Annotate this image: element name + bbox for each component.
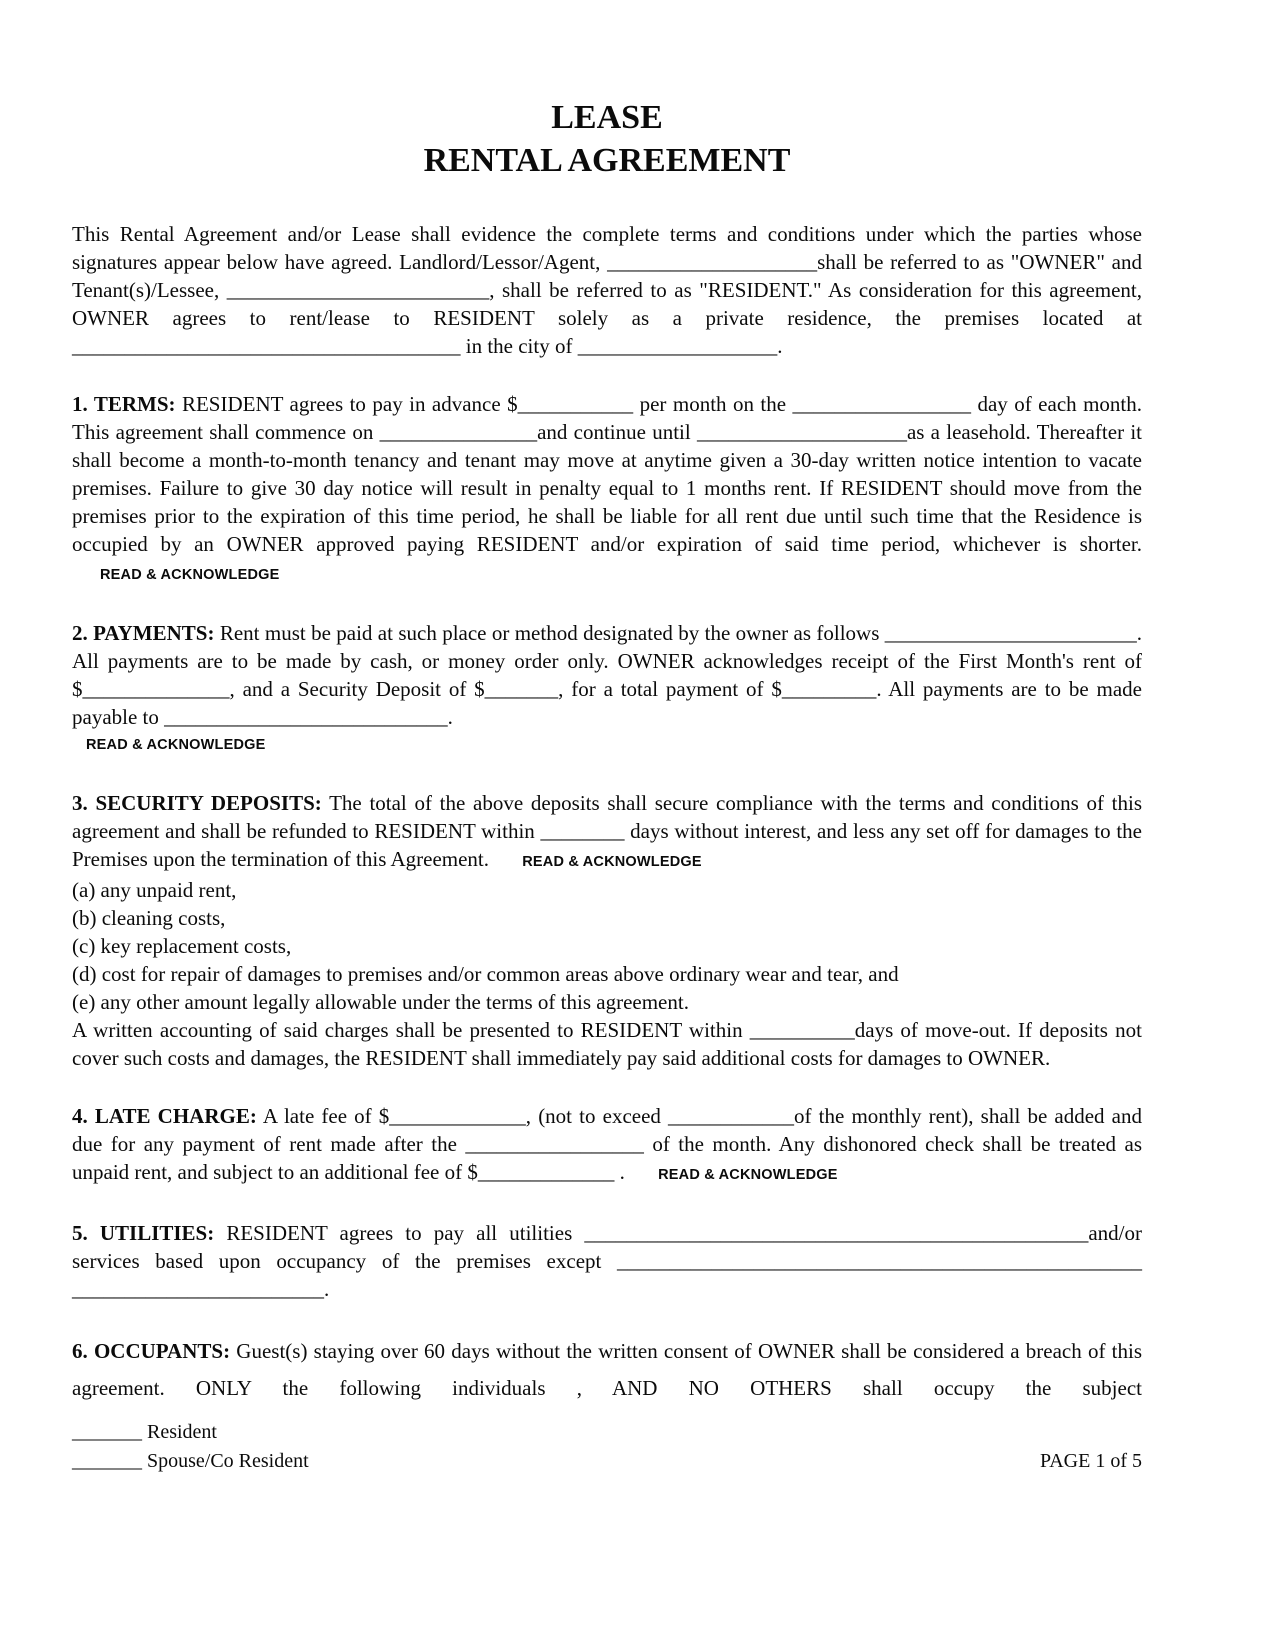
section-payments-heading: 2. PAYMENTS: bbox=[72, 621, 215, 645]
section-late-charge-heading: 4. LATE CHARGE: bbox=[72, 1104, 257, 1128]
late-charge-read-acknowledge-label: READ & ACKNOWLEDGE bbox=[658, 1167, 838, 1183]
title-line-2: RENTAL AGREEMENT bbox=[423, 142, 791, 179]
section-terms bbox=[72, 390, 1142, 589]
document-title bbox=[72, 96, 1142, 182]
section-security-deposits bbox=[72, 789, 1142, 1072]
page-number: PAGE 1 of 5 bbox=[1039, 1450, 1142, 1472]
security-deposits-read-acknowledge-label: READ & ACKNOWLEDGE bbox=[522, 854, 702, 870]
payments-read-acknowledge-label: READ & ACKNOWLEDGE bbox=[86, 737, 266, 753]
section-terms-body: RESIDENT agrees to pay in advance $___________ per month on the _________________ day of each month. This agreement shall commence on _______________and continue until ____________________as a leasehold. Thereafter it shall become a month-to-month tenancy and tenant may move at anytime given a 30-day written notice intention to vacate premises. Failure to give 30 day notice will result in penalty equal to 1 months rent. If RESIDENT should move from the premises prior to the expiration of this time period, he shall be liable for all rent due until such time that the Residence is occupied by an OWNER approved paying RESIDENT and/or expiration of said time period, whichever is shorter. bbox=[72, 392, 1143, 556]
security-deposits-paragraph bbox=[72, 789, 1142, 876]
deduction-item-c: (c) key replacement costs, bbox=[72, 934, 292, 958]
section-late-charge-body: A late fee of $_____________, (not to exceed ____________of the monthly rent), shall be added and due for any payment of rent made after the _________________ of the month. Any dishonored check shall be treated as unpaid rent, and subject to an additional fee of $_____________ . bbox=[72, 1104, 1142, 1184]
title-line-1: LEASE bbox=[551, 99, 663, 136]
resident-signature-label: Resident bbox=[147, 1421, 217, 1443]
section-utilities bbox=[72, 1219, 1142, 1303]
deduction-item-a: (a) any unpaid rent, bbox=[72, 878, 237, 902]
intro-paragraph: This Rental Agreement and/or Lease shall evidence the complete terms and conditions under which the parties whose signatures appear below have agreed. Landlord/Lessor/Agent, ____________________shall be referred to as "OWNER" and Tenant(s)/Lessee, _________________________, shall be referred to as "RESIDENT." As consideration for this agreement, OWNER agrees to rent/lease to RESIDENT solely as a private residence, the premises located at _____________________________________ in the city of ___________________. bbox=[72, 222, 1142, 358]
security-deposits-continuation: A written accounting of said charges shall be presented to RESIDENT within __________days of move-out. If deposits not cover such costs and damages, the RESIDENT shall immediately pay said additional costs for damages to OWNER. bbox=[72, 1018, 1142, 1070]
section-occupants bbox=[72, 1333, 1142, 1407]
section-occupants-heading: 6. OCCUPANTS: bbox=[72, 1339, 231, 1363]
deduction-item-d: (d) cost for repair of damages to premises and/or common areas above ordinary wear and tear, and bbox=[72, 962, 899, 986]
section-late-charge bbox=[72, 1102, 1142, 1189]
resident-signature-blank: _______ bbox=[72, 1421, 142, 1443]
section-utilities-body: RESIDENT agrees to pay all utilities ________________________________________________and/or services based upon occupancy of the premises except __________________________________________________ bbox=[72, 1221, 1142, 1273]
utilities-blank-line: ________________________. bbox=[72, 1277, 330, 1301]
deduction-list bbox=[72, 876, 1142, 1016]
utilities-paragraph bbox=[72, 1219, 1142, 1275]
section-payments-body: Rent must be paid at such place or method designated by the owner as follows ________________________. All payments are to be made by cash, or money order only. OWNER acknowledges receipt of the First Month's rent of $______________, and a Security Deposit of $_______, for a total payment of $_________. All payments are to be made payable to ___________________________. bbox=[72, 621, 1142, 729]
spouse-signature-label: Spouse/Co Resident bbox=[147, 1450, 309, 1472]
terms-read-acknowledge-label: READ & ACKNOWLEDGE bbox=[100, 567, 280, 583]
section-terms-heading: 1. TERMS: bbox=[72, 392, 176, 416]
signature-block bbox=[72, 1418, 309, 1476]
section-security-deposits-heading: 3. SECURITY DEPOSITS: bbox=[72, 791, 322, 815]
deduction-item-b: (b) cleaning costs, bbox=[72, 906, 226, 930]
section-payments bbox=[72, 619, 1142, 759]
spouse-signature-blank: _______ bbox=[72, 1450, 142, 1472]
deduction-item-e: (e) any other amount legally allowable under the terms of this agreement. bbox=[72, 990, 689, 1014]
section-occupants-body: Guest(s) staying over 60 days without the written consent of OWNER shall be considered a breach of this agreement. ONLY the following individuals , AND NO OTHERS shall occupy the subject bbox=[72, 1339, 1142, 1400]
section-utilities-heading: 5. UTILITIES: bbox=[72, 1221, 215, 1245]
page-footer bbox=[72, 1418, 1142, 1476]
resident-signature-line bbox=[72, 1418, 309, 1447]
spouse-signature-line bbox=[72, 1447, 309, 1476]
section-security-deposits-body: The total of the above deposits shall secure compliance with the terms and conditions of this agreement and shall be refunded to RESIDENT within ________ days without interest, and less any set off for damages to the Premises upon the termination of this Agreement. bbox=[72, 791, 1142, 871]
